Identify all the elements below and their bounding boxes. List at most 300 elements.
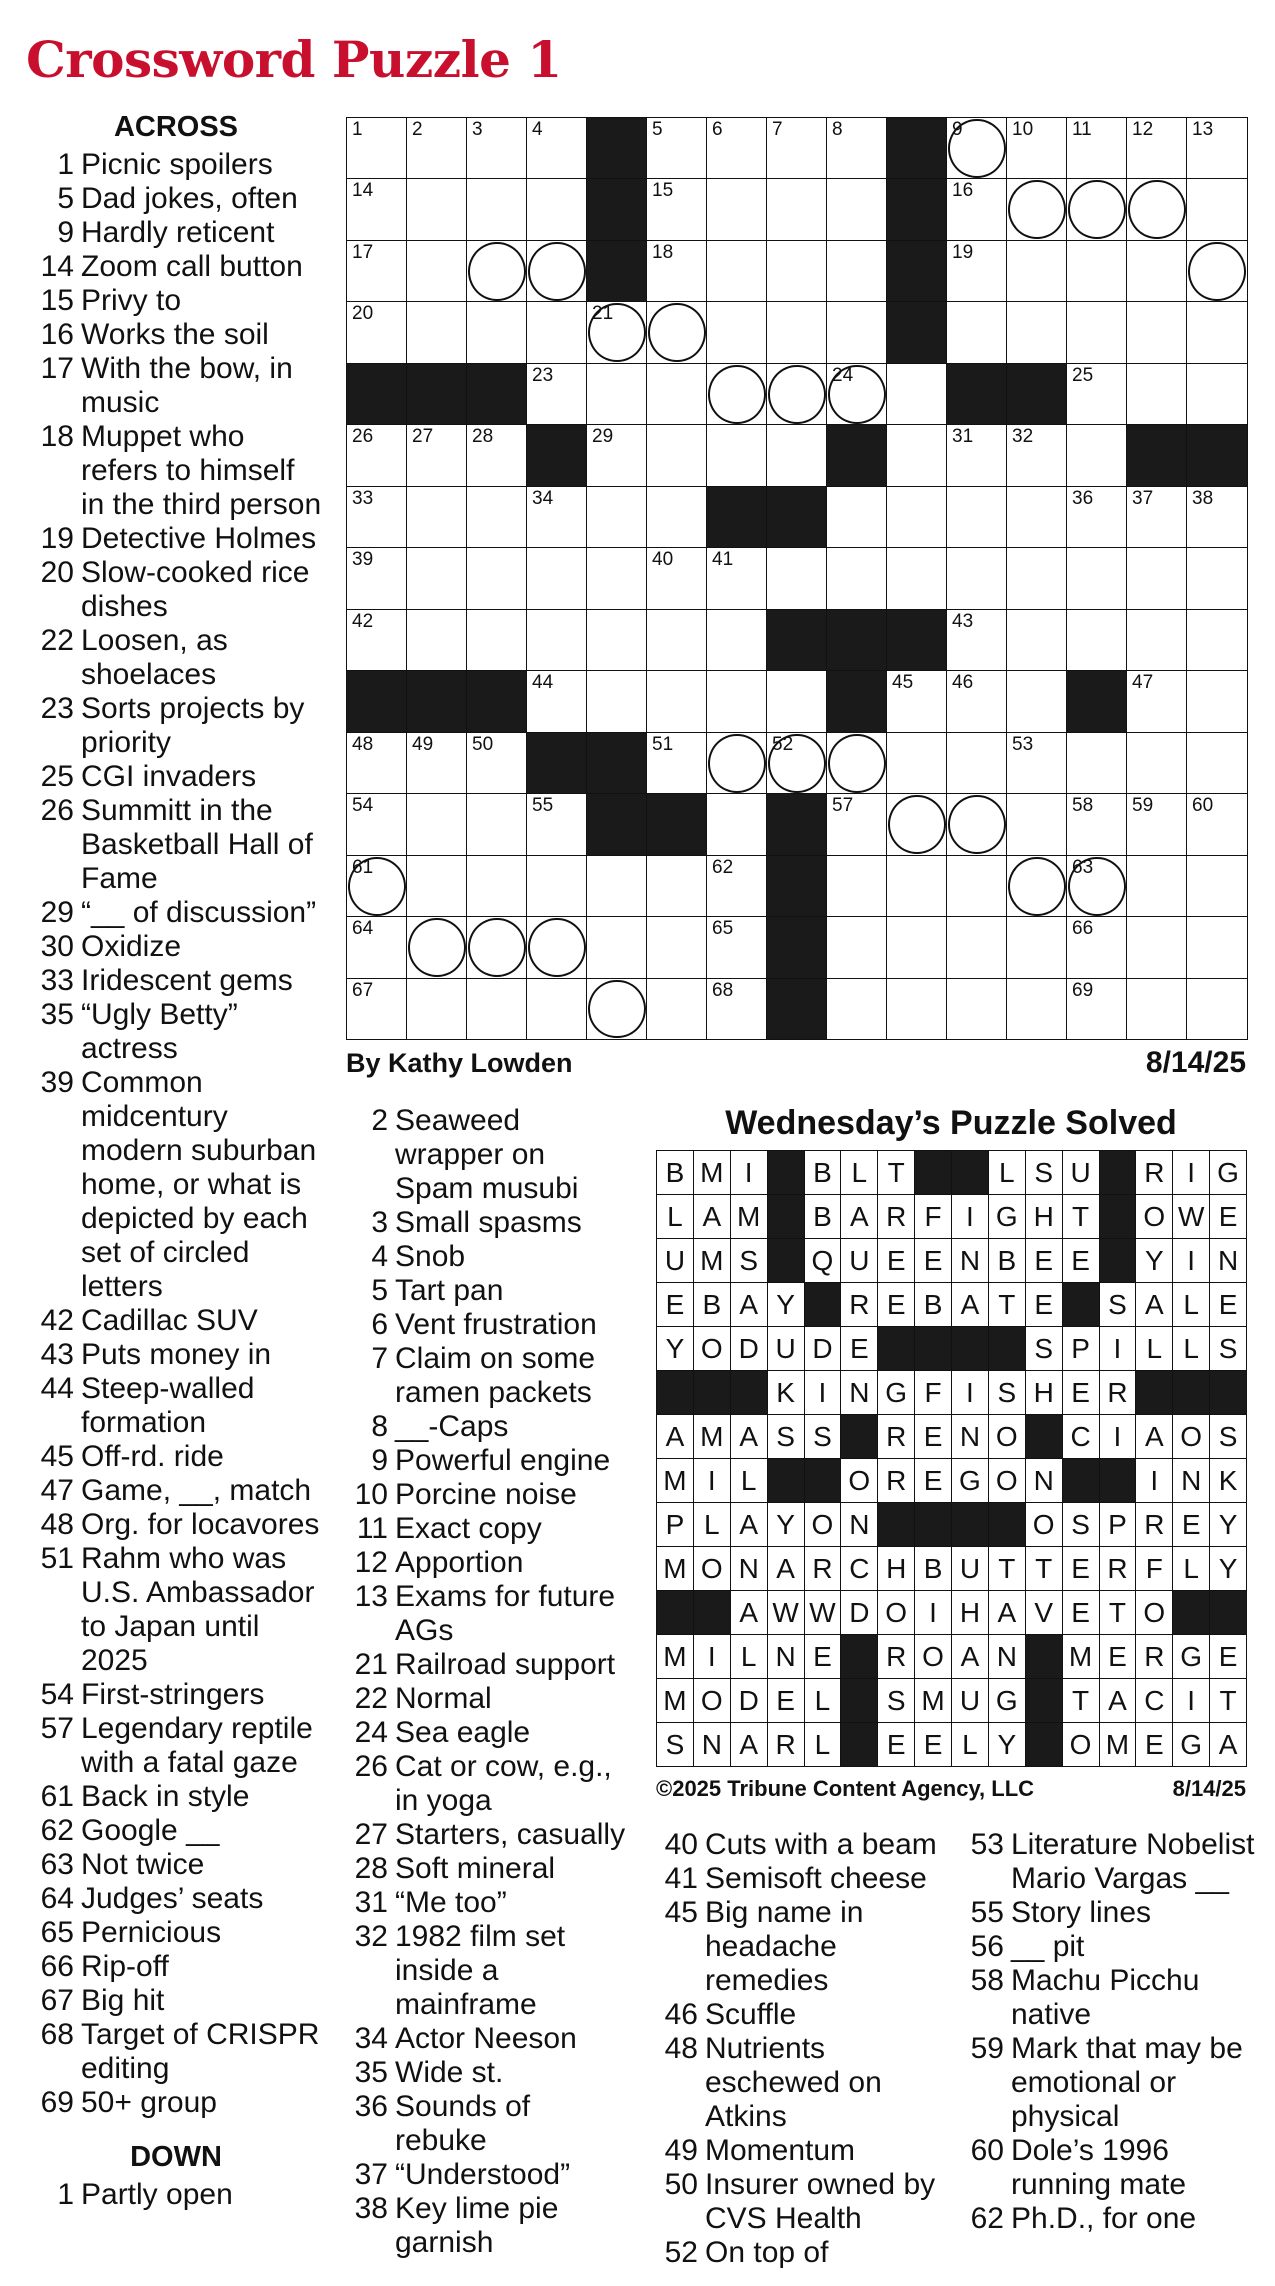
clue-number: 51 — [40, 1542, 74, 1575]
grid-cell[interactable] — [466, 793, 528, 856]
grid-cell[interactable] — [646, 240, 708, 303]
grid-cell[interactable] — [466, 178, 528, 241]
grid-cell[interactable] — [706, 424, 768, 487]
puzzle-date: 8/14/25 — [1145, 1046, 1246, 1079]
grid-cell[interactable] — [526, 670, 588, 733]
grid-cell[interactable] — [586, 670, 648, 733]
clue-text: Soft mineral — [395, 1852, 556, 1885]
clue-text: “Me too” — [395, 1886, 507, 1919]
grid-cell[interactable] — [1186, 978, 1248, 1041]
grid-cell[interactable] — [1006, 117, 1068, 180]
clue-item — [26, 284, 326, 318]
grid-cell[interactable] — [646, 178, 708, 241]
grid-cell[interactable] — [946, 117, 1008, 180]
clue-number: 22 — [40, 624, 74, 657]
grid-cell[interactable] — [1006, 609, 1068, 672]
cell-number: 54 — [352, 795, 374, 817]
grid-cell[interactable] — [886, 855, 948, 918]
grid-cell[interactable] — [406, 117, 468, 180]
clue-number: 1 — [57, 2178, 74, 2211]
grid-cell[interactable] — [1006, 240, 1068, 303]
grid-cell[interactable] — [646, 670, 708, 733]
grid-cell[interactable] — [886, 670, 948, 733]
grid-cell[interactable] — [706, 240, 768, 303]
grid-cell[interactable] — [826, 240, 888, 303]
clue-number: 39 — [40, 1066, 74, 1099]
solution-cell: B — [914, 1546, 952, 1591]
grid-cell[interactable] — [526, 547, 588, 610]
grid-cell[interactable] — [406, 547, 468, 610]
clue-number: 35 — [354, 2056, 388, 2089]
grid-cell[interactable] — [346, 178, 408, 241]
grid-cell[interactable] — [766, 670, 828, 733]
grid-cell[interactable] — [346, 301, 408, 364]
grid-cell[interactable] — [1066, 547, 1128, 610]
grid-cell[interactable] — [646, 301, 708, 364]
grid-cell[interactable] — [766, 117, 828, 180]
solution-cell: K — [767, 1370, 805, 1415]
grid-cell[interactable] — [646, 547, 708, 610]
solution-cell: B — [804, 1150, 842, 1195]
clue-number: 67 — [40, 1984, 74, 2017]
grid-cell[interactable] — [346, 424, 408, 487]
clue-text: Judges’ seats — [81, 1882, 264, 1915]
grid-cell[interactable] — [766, 547, 828, 610]
grid-cell[interactable] — [526, 117, 588, 180]
grid-cell[interactable] — [706, 670, 768, 733]
clue-item — [656, 1896, 956, 1998]
grid-cell[interactable] — [1066, 117, 1128, 180]
solution-cell: A — [951, 1282, 989, 1327]
cell-number: 20 — [352, 303, 374, 325]
grid-cell[interactable] — [826, 486, 888, 549]
grid-cell[interactable] — [646, 978, 708, 1041]
grid-cell[interactable] — [1126, 547, 1188, 610]
cell-number: 37 — [1132, 487, 1154, 509]
grid-cell[interactable] — [1126, 793, 1188, 856]
grid-cell[interactable] — [1126, 178, 1188, 241]
grid-cell[interactable] — [406, 732, 468, 795]
solution-cell: F — [914, 1370, 952, 1415]
grid-cell[interactable] — [346, 732, 408, 795]
grid-cell[interactable] — [1186, 547, 1248, 610]
cell-number: 47 — [1132, 672, 1154, 694]
clue-text: Tart pan — [395, 1274, 504, 1307]
solution-cell: B — [656, 1150, 694, 1195]
grid-cell[interactable] — [466, 486, 528, 549]
grid-cell[interactable] — [1186, 732, 1248, 795]
grid-cell[interactable] — [526, 609, 588, 672]
grid-cell[interactable] — [1006, 178, 1068, 241]
clue-item — [346, 1444, 626, 1478]
grid-cell[interactable] — [826, 732, 888, 795]
grid-cell[interactable] — [646, 732, 708, 795]
clue-text: Actor Neeson — [395, 2022, 577, 2055]
cell-number: 64 — [352, 918, 374, 940]
clue-text: Off-rd. ride — [81, 1440, 224, 1473]
grid-cell[interactable] — [1126, 117, 1188, 180]
grid-cell[interactable] — [406, 855, 468, 918]
grid-cell[interactable] — [1006, 916, 1068, 979]
grid-cell[interactable] — [766, 301, 828, 364]
grid-cell[interactable] — [1006, 978, 1068, 1041]
across-clue-list — [26, 148, 326, 2120]
clue-item — [26, 352, 326, 420]
clue-number: 30 — [40, 930, 74, 963]
grid-cell[interactable] — [1066, 855, 1128, 918]
grid-cell[interactable] — [466, 424, 528, 487]
grid-cell[interactable] — [826, 117, 888, 180]
solution-cell: L — [693, 1502, 731, 1547]
black-square — [886, 117, 948, 180]
grid-cell[interactable] — [466, 855, 528, 918]
black-square — [526, 424, 588, 487]
grid-cell[interactable] — [1006, 793, 1068, 856]
grid-cell[interactable] — [586, 363, 648, 426]
grid-cell[interactable] — [406, 301, 468, 364]
grid-cell[interactable] — [826, 547, 888, 610]
grid-cell[interactable] — [886, 363, 948, 426]
grid-cell[interactable] — [346, 916, 408, 979]
grid-cell[interactable] — [646, 855, 708, 918]
grid-cell[interactable] — [886, 793, 948, 856]
grid-cell[interactable] — [526, 301, 588, 364]
grid-cell[interactable] — [526, 486, 588, 549]
cell-number: 34 — [532, 487, 554, 509]
grid-cell[interactable] — [706, 178, 768, 241]
clue-text: Starters, casually — [395, 1818, 626, 1851]
grid-cell[interactable] — [406, 486, 468, 549]
grid-cell[interactable] — [886, 732, 948, 795]
solution-cell: E — [1209, 1194, 1247, 1239]
cell-number: 2 — [412, 119, 423, 140]
grid-cell[interactable] — [886, 486, 948, 549]
grid-cell[interactable] — [1186, 117, 1248, 180]
grid-cell[interactable] — [1186, 486, 1248, 549]
grid-cell[interactable] — [946, 855, 1008, 918]
clue-item — [346, 1410, 626, 1444]
grid-cell[interactable] — [706, 547, 768, 610]
grid-cell[interactable] — [346, 547, 408, 610]
grid-cell[interactable] — [766, 240, 828, 303]
cell-number: 59 — [1132, 795, 1154, 817]
clue-number: 47 — [40, 1474, 74, 1507]
solution-cell: N — [988, 1634, 1026, 1679]
grid-cell[interactable] — [1006, 670, 1068, 733]
black-square — [766, 978, 828, 1041]
grid-cell[interactable] — [646, 424, 708, 487]
solution-cell: L — [804, 1722, 842, 1767]
grid-cell[interactable] — [706, 855, 768, 918]
grid-cell[interactable] — [526, 793, 588, 856]
clue-item — [26, 2086, 326, 2120]
clue-number: 16 — [40, 318, 74, 351]
black-square — [526, 732, 588, 795]
grid-cell[interactable] — [406, 916, 468, 979]
cell-number: 46 — [952, 672, 974, 694]
solution-cell: I — [1172, 1150, 1210, 1195]
grid-cell[interactable] — [1126, 609, 1188, 672]
grid-cell[interactable] — [1126, 240, 1188, 303]
grid-cell[interactable] — [406, 240, 468, 303]
cell-number: 9 — [952, 119, 963, 140]
grid-cell[interactable] — [946, 424, 1008, 487]
grid-cell[interactable] — [886, 424, 948, 487]
grid-cell[interactable] — [406, 178, 468, 241]
solution-cell: E — [1062, 1546, 1100, 1591]
grid-cell[interactable] — [1066, 486, 1128, 549]
cell-number: 53 — [1012, 733, 1034, 755]
grid-cell[interactable] — [1006, 547, 1068, 610]
solution-cell: G — [1209, 1150, 1247, 1195]
black-square — [346, 363, 408, 426]
grid-cell[interactable] — [946, 732, 1008, 795]
clue-item — [346, 2022, 626, 2056]
grid-cell[interactable] — [346, 486, 408, 549]
grid-cell[interactable] — [646, 117, 708, 180]
grid-cell[interactable] — [1126, 855, 1188, 918]
grid-cell[interactable] — [946, 486, 1008, 549]
grid-cell[interactable] — [526, 363, 588, 426]
grid-cell[interactable] — [1186, 916, 1248, 979]
grid-cell[interactable] — [646, 609, 708, 672]
solution-black-square — [1025, 1414, 1063, 1459]
grid-cell[interactable] — [346, 240, 408, 303]
solution-black-square — [988, 1502, 1026, 1547]
grid-cell[interactable] — [406, 793, 468, 856]
grid-cell[interactable] — [1066, 363, 1128, 426]
grid-cell[interactable] — [1066, 301, 1128, 364]
across-heading: ACROSS — [113, 111, 239, 143]
grid-cell[interactable] — [1066, 609, 1128, 672]
grid-cell[interactable] — [706, 916, 768, 979]
grid-cell[interactable] — [1126, 916, 1188, 979]
clue-item — [656, 1998, 956, 2032]
solution-cell: R — [1135, 1502, 1173, 1547]
cell-number: 62 — [712, 856, 734, 878]
grid-cell[interactable] — [826, 793, 888, 856]
grid-cell[interactable] — [1186, 855, 1248, 918]
grid-cell[interactable] — [946, 609, 1008, 672]
grid-cell[interactable] — [1066, 424, 1128, 487]
grid-cell[interactable] — [946, 793, 1008, 856]
grid-cell[interactable] — [526, 240, 588, 303]
grid-cell[interactable] — [1126, 301, 1188, 364]
grid-cell[interactable] — [886, 978, 948, 1041]
clue-number: 38 — [354, 2192, 388, 2225]
clue-item — [26, 896, 326, 930]
grid-cell[interactable] — [526, 916, 588, 979]
solution-cell: E — [877, 1722, 915, 1767]
grid-cell[interactable] — [706, 732, 768, 795]
grid-cell[interactable] — [826, 916, 888, 979]
grid-cell[interactable] — [1186, 240, 1248, 303]
grid-cell[interactable] — [1066, 916, 1128, 979]
grid-cell[interactable] — [1186, 793, 1248, 856]
grid-cell[interactable] — [826, 178, 888, 241]
grid-cell[interactable] — [766, 178, 828, 241]
solution-cell: G — [988, 1678, 1026, 1723]
solution-cell: M — [656, 1634, 694, 1679]
grid-cell[interactable] — [1006, 424, 1068, 487]
circle-marker — [708, 734, 766, 793]
grid-cell[interactable] — [646, 363, 708, 426]
clue-number: 43 — [40, 1338, 74, 1371]
cell-number: 27 — [412, 426, 434, 448]
circle-marker — [528, 918, 586, 977]
solution-cell: Y — [767, 1282, 805, 1327]
grid-cell[interactable] — [706, 117, 768, 180]
black-square — [586, 732, 648, 795]
grid-cell[interactable] — [406, 424, 468, 487]
grid-cell[interactable] — [946, 670, 1008, 733]
black-square — [586, 117, 648, 180]
clue-number: 22 — [354, 1682, 388, 1715]
solution-title: Wednesday’s Puzzle Solved — [725, 1104, 1177, 1142]
grid-cell[interactable] — [1186, 609, 1248, 672]
grid-cell[interactable] — [706, 609, 768, 672]
clue-text: Small spasms — [395, 1206, 582, 1239]
grid-cell[interactable] — [586, 978, 648, 1041]
grid-cell[interactable] — [1066, 732, 1128, 795]
clue-number: 10 — [354, 1478, 388, 1511]
cell-number: 16 — [952, 180, 974, 202]
solution-cell: A — [730, 1590, 768, 1635]
grid-cell[interactable] — [346, 855, 408, 918]
grid-cell[interactable] — [1006, 855, 1068, 918]
grid-cell[interactable] — [946, 978, 1008, 1041]
grid-cell[interactable] — [1186, 178, 1248, 241]
grid-cell[interactable] — [1066, 978, 1128, 1041]
grid-cell[interactable] — [1066, 793, 1128, 856]
grid-cell[interactable] — [826, 363, 888, 426]
grid-cell[interactable] — [766, 732, 828, 795]
solution-cell: A — [988, 1590, 1026, 1635]
grid-cell[interactable] — [466, 978, 528, 1041]
grid-cell[interactable] — [466, 732, 528, 795]
grid-cell[interactable] — [586, 916, 648, 979]
grid-cell[interactable] — [466, 117, 528, 180]
solution-black-square — [951, 1326, 989, 1371]
grid-cell[interactable] — [526, 855, 588, 918]
black-square — [886, 301, 948, 364]
clue-text: Porcine noise — [395, 1478, 577, 1511]
grid-cell[interactable] — [586, 486, 648, 549]
grid-cell[interactable] — [706, 793, 768, 856]
grid-cell[interactable] — [466, 240, 528, 303]
clue-text: Exact copy — [395, 1512, 542, 1545]
grid-cell[interactable] — [346, 793, 408, 856]
grid-cell[interactable] — [1066, 240, 1128, 303]
solution-cell: P — [1099, 1502, 1137, 1547]
grid-cell[interactable] — [826, 301, 888, 364]
grid-cell[interactable] — [1126, 486, 1188, 549]
grid-cell[interactable] — [766, 363, 828, 426]
grid-cell[interactable] — [406, 609, 468, 672]
clue-text: Big name in headache remedies — [705, 1896, 864, 1997]
cell-number: 32 — [1012, 426, 1034, 448]
solution-cell: G — [877, 1370, 915, 1415]
grid-cell[interactable] — [1006, 486, 1068, 549]
clue-item — [26, 1542, 326, 1678]
grid-cell[interactable] — [886, 547, 948, 610]
grid-cell[interactable] — [1126, 978, 1188, 1041]
grid-cell[interactable] — [1006, 301, 1068, 364]
grid-cell[interactable] — [646, 916, 708, 979]
grid-cell[interactable] — [346, 609, 408, 672]
cell-number: 29 — [592, 426, 614, 448]
grid-cell[interactable] — [526, 178, 588, 241]
grid-cell[interactable] — [1186, 670, 1248, 733]
grid-cell[interactable] — [1126, 732, 1188, 795]
solution-black-square — [767, 1194, 805, 1239]
grid-cell[interactable] — [526, 978, 588, 1041]
grid-cell[interactable] — [766, 424, 828, 487]
grid-cell[interactable] — [466, 916, 528, 979]
grid-cell[interactable] — [586, 424, 648, 487]
clue-item — [26, 760, 326, 794]
grid-cell[interactable] — [466, 547, 528, 610]
grid-cell[interactable] — [1126, 363, 1188, 426]
grid-cell[interactable] — [1186, 301, 1248, 364]
circle-marker — [1008, 180, 1066, 239]
clue-text: Zoom call button — [81, 250, 303, 283]
clue-item — [26, 1372, 326, 1440]
grid-cell[interactable] — [946, 301, 1008, 364]
grid-cell[interactable] — [826, 978, 888, 1041]
grid-cell[interactable] — [346, 117, 408, 180]
grid-cell[interactable] — [586, 547, 648, 610]
grid-cell[interactable] — [346, 978, 408, 1041]
clue-text: CGI invaders — [81, 760, 257, 793]
clue-text: Back in style — [81, 1780, 250, 1813]
grid-cell[interactable] — [646, 486, 708, 549]
clue-number: 68 — [40, 2018, 74, 2051]
grid-cell[interactable] — [586, 609, 648, 672]
grid-cell[interactable] — [1186, 363, 1248, 426]
grid-cell[interactable] — [826, 855, 888, 918]
grid-cell[interactable] — [586, 301, 648, 364]
grid-cell[interactable] — [886, 916, 948, 979]
grid-cell[interactable] — [706, 978, 768, 1041]
grid-cell[interactable] — [1006, 732, 1068, 795]
grid-cell[interactable] — [946, 547, 1008, 610]
grid-cell[interactable] — [706, 363, 768, 426]
solution-cell: Y — [656, 1326, 694, 1371]
grid-cell[interactable] — [946, 916, 1008, 979]
solution-cell: A — [1135, 1282, 1173, 1327]
grid-cell[interactable] — [586, 855, 648, 918]
grid-cell[interactable] — [946, 240, 1008, 303]
solution-cell: F — [1135, 1546, 1173, 1591]
grid-cell[interactable] — [1126, 670, 1188, 733]
clue-text: Rahm who was U.S. Ambassador to Japan until 2025 — [81, 1542, 315, 1677]
grid-cell[interactable] — [466, 609, 528, 672]
clue-item — [26, 1916, 326, 1950]
grid-cell[interactable] — [946, 178, 1008, 241]
grid-cell[interactable] — [466, 301, 528, 364]
solution-cell: N — [1025, 1458, 1063, 1503]
solution-cell: E — [1062, 1590, 1100, 1635]
black-square — [406, 670, 468, 733]
grid-cell[interactable] — [706, 301, 768, 364]
solution-black-square — [877, 1502, 915, 1547]
clue-text: Nutrients eschewed on Atkins — [705, 2032, 882, 2133]
grid-cell[interactable] — [406, 978, 468, 1041]
solution-cell: I — [1172, 1238, 1210, 1283]
grid-cell[interactable] — [1066, 178, 1128, 241]
solution-cell: E — [1099, 1634, 1137, 1679]
